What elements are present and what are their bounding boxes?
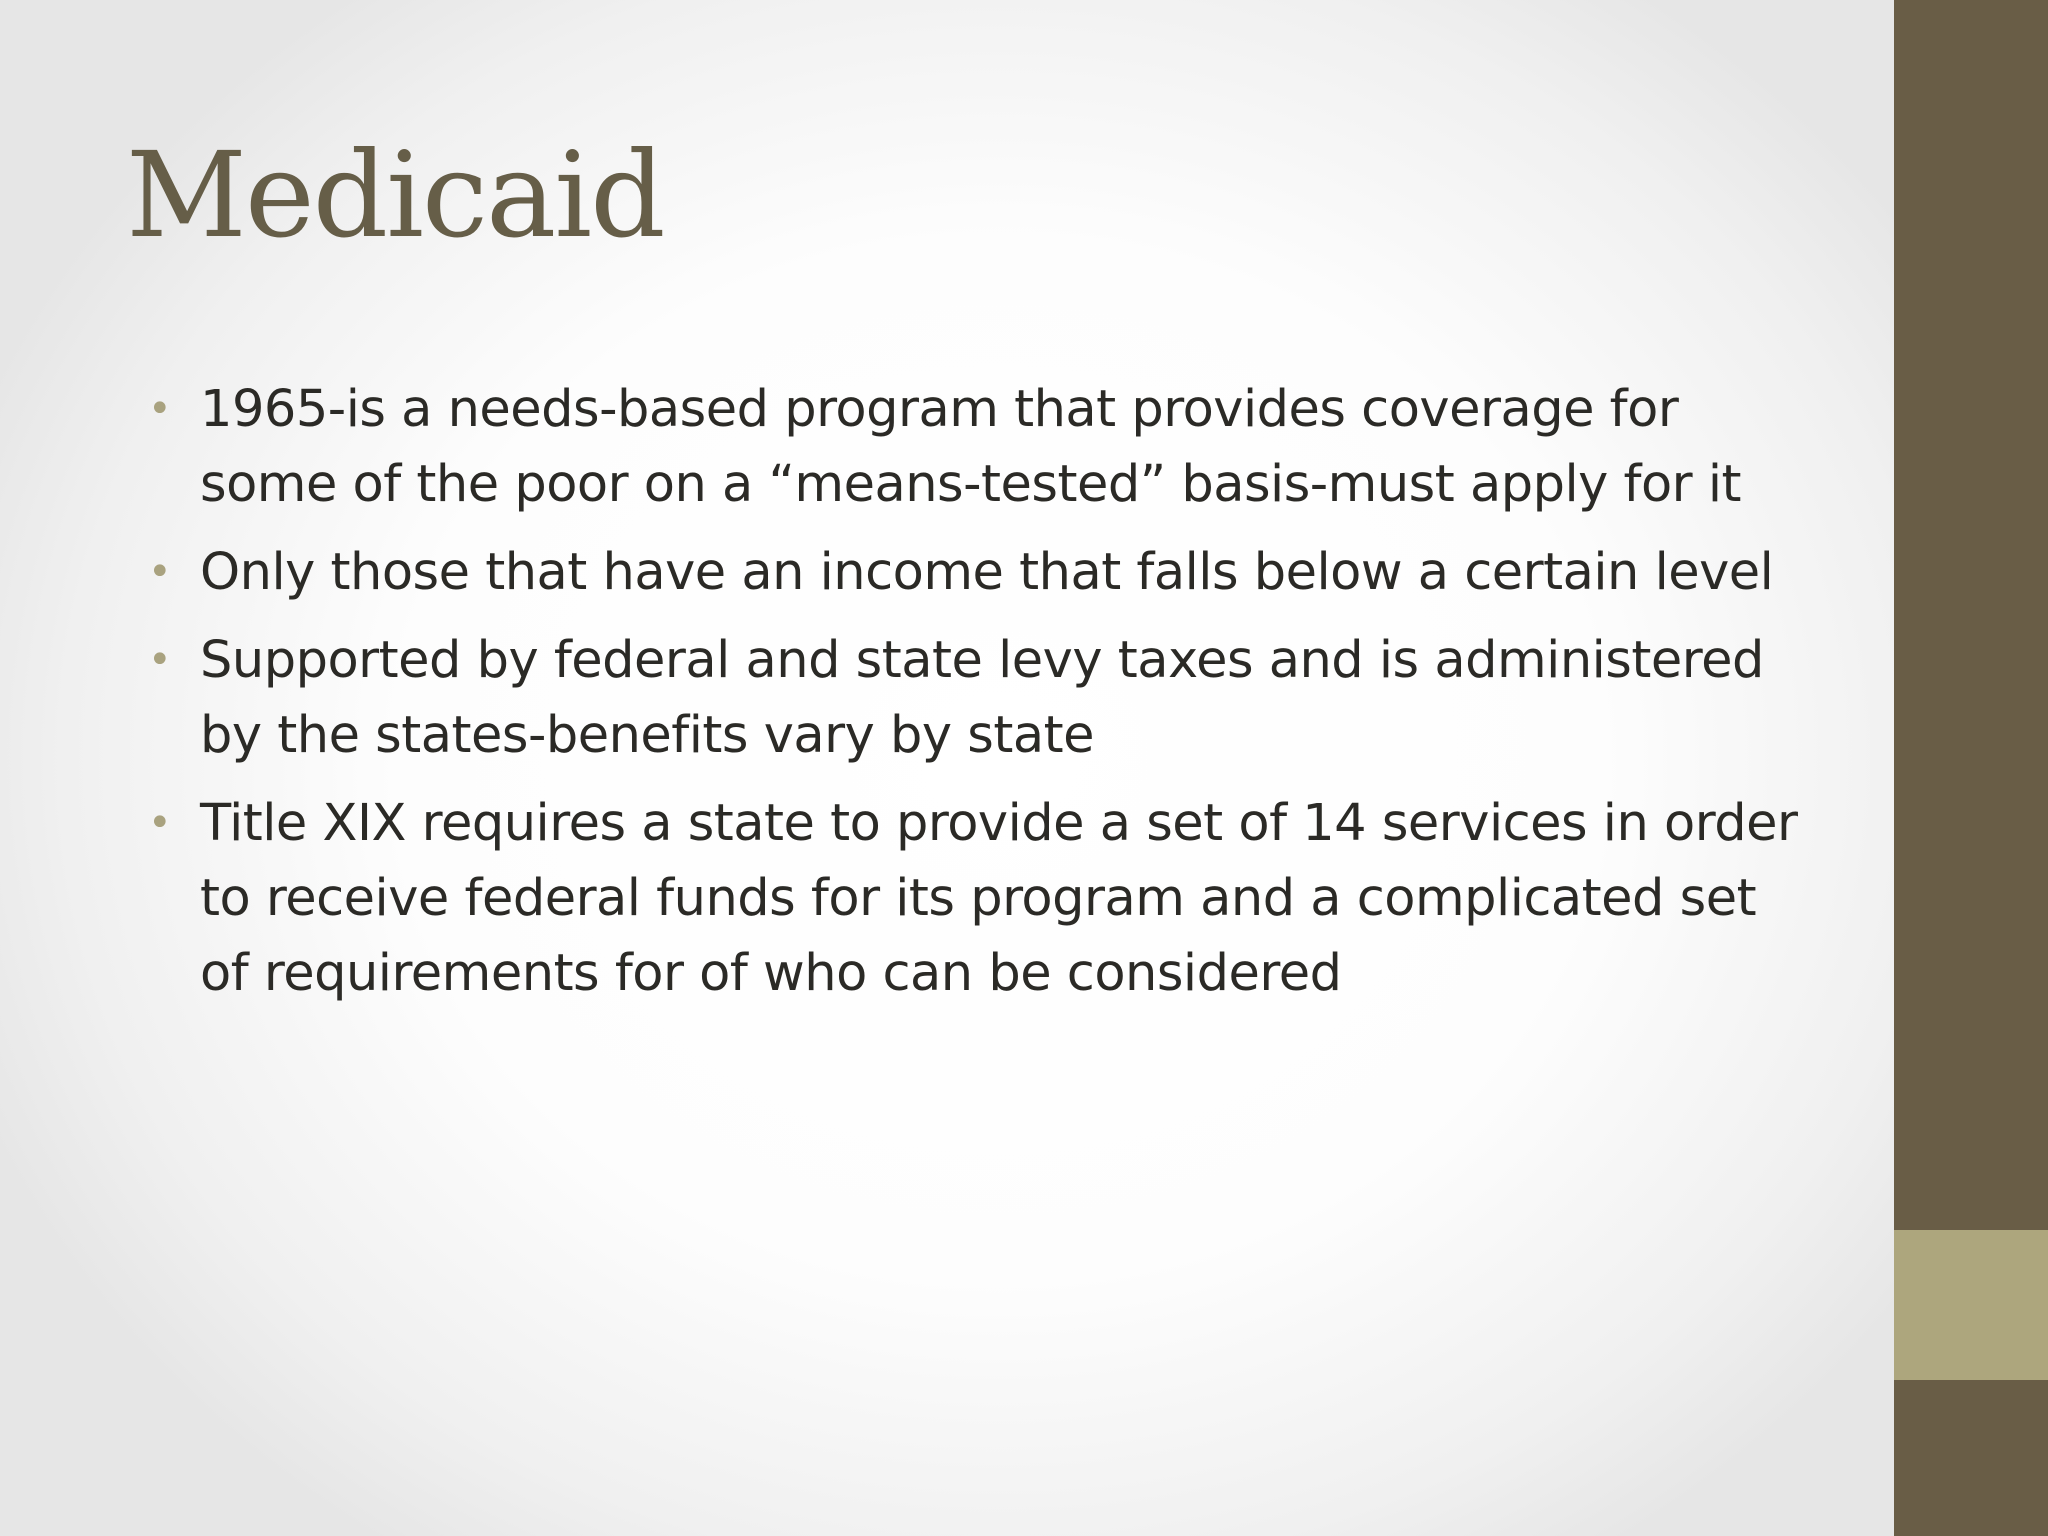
bullet-item xyxy=(146,786,1806,1011)
bullet-item xyxy=(146,372,1806,522)
bullet-dot-icon: • xyxy=(148,637,172,683)
bullet-text: Title XIX requires a state to provide a set of 14 services in order to receive federal funds for its program and a complicated set of requirements for of who can be considered xyxy=(200,794,1798,1003)
slide-title: Medicaid xyxy=(126,126,664,264)
decorative-sidebar-accent xyxy=(1894,1230,2048,1380)
bullet-item xyxy=(146,535,1806,610)
bullet-item xyxy=(146,623,1806,773)
bullet-text: Supported by federal and state levy taxes and is administered by the states-benefits vary by state xyxy=(200,631,1764,765)
bullet-text: Only those that have an income that falls below a certain level xyxy=(200,543,1774,602)
bullet-dot-icon: • xyxy=(148,549,172,595)
bullet-list xyxy=(146,372,1806,1024)
bullet-dot-icon: • xyxy=(148,386,172,432)
bullet-text: 1965-is a needs-based program that provides coverage for some of the poor on a “means-tested” basis-must apply for it xyxy=(200,380,1742,514)
bullet-dot-icon: • xyxy=(148,800,172,846)
